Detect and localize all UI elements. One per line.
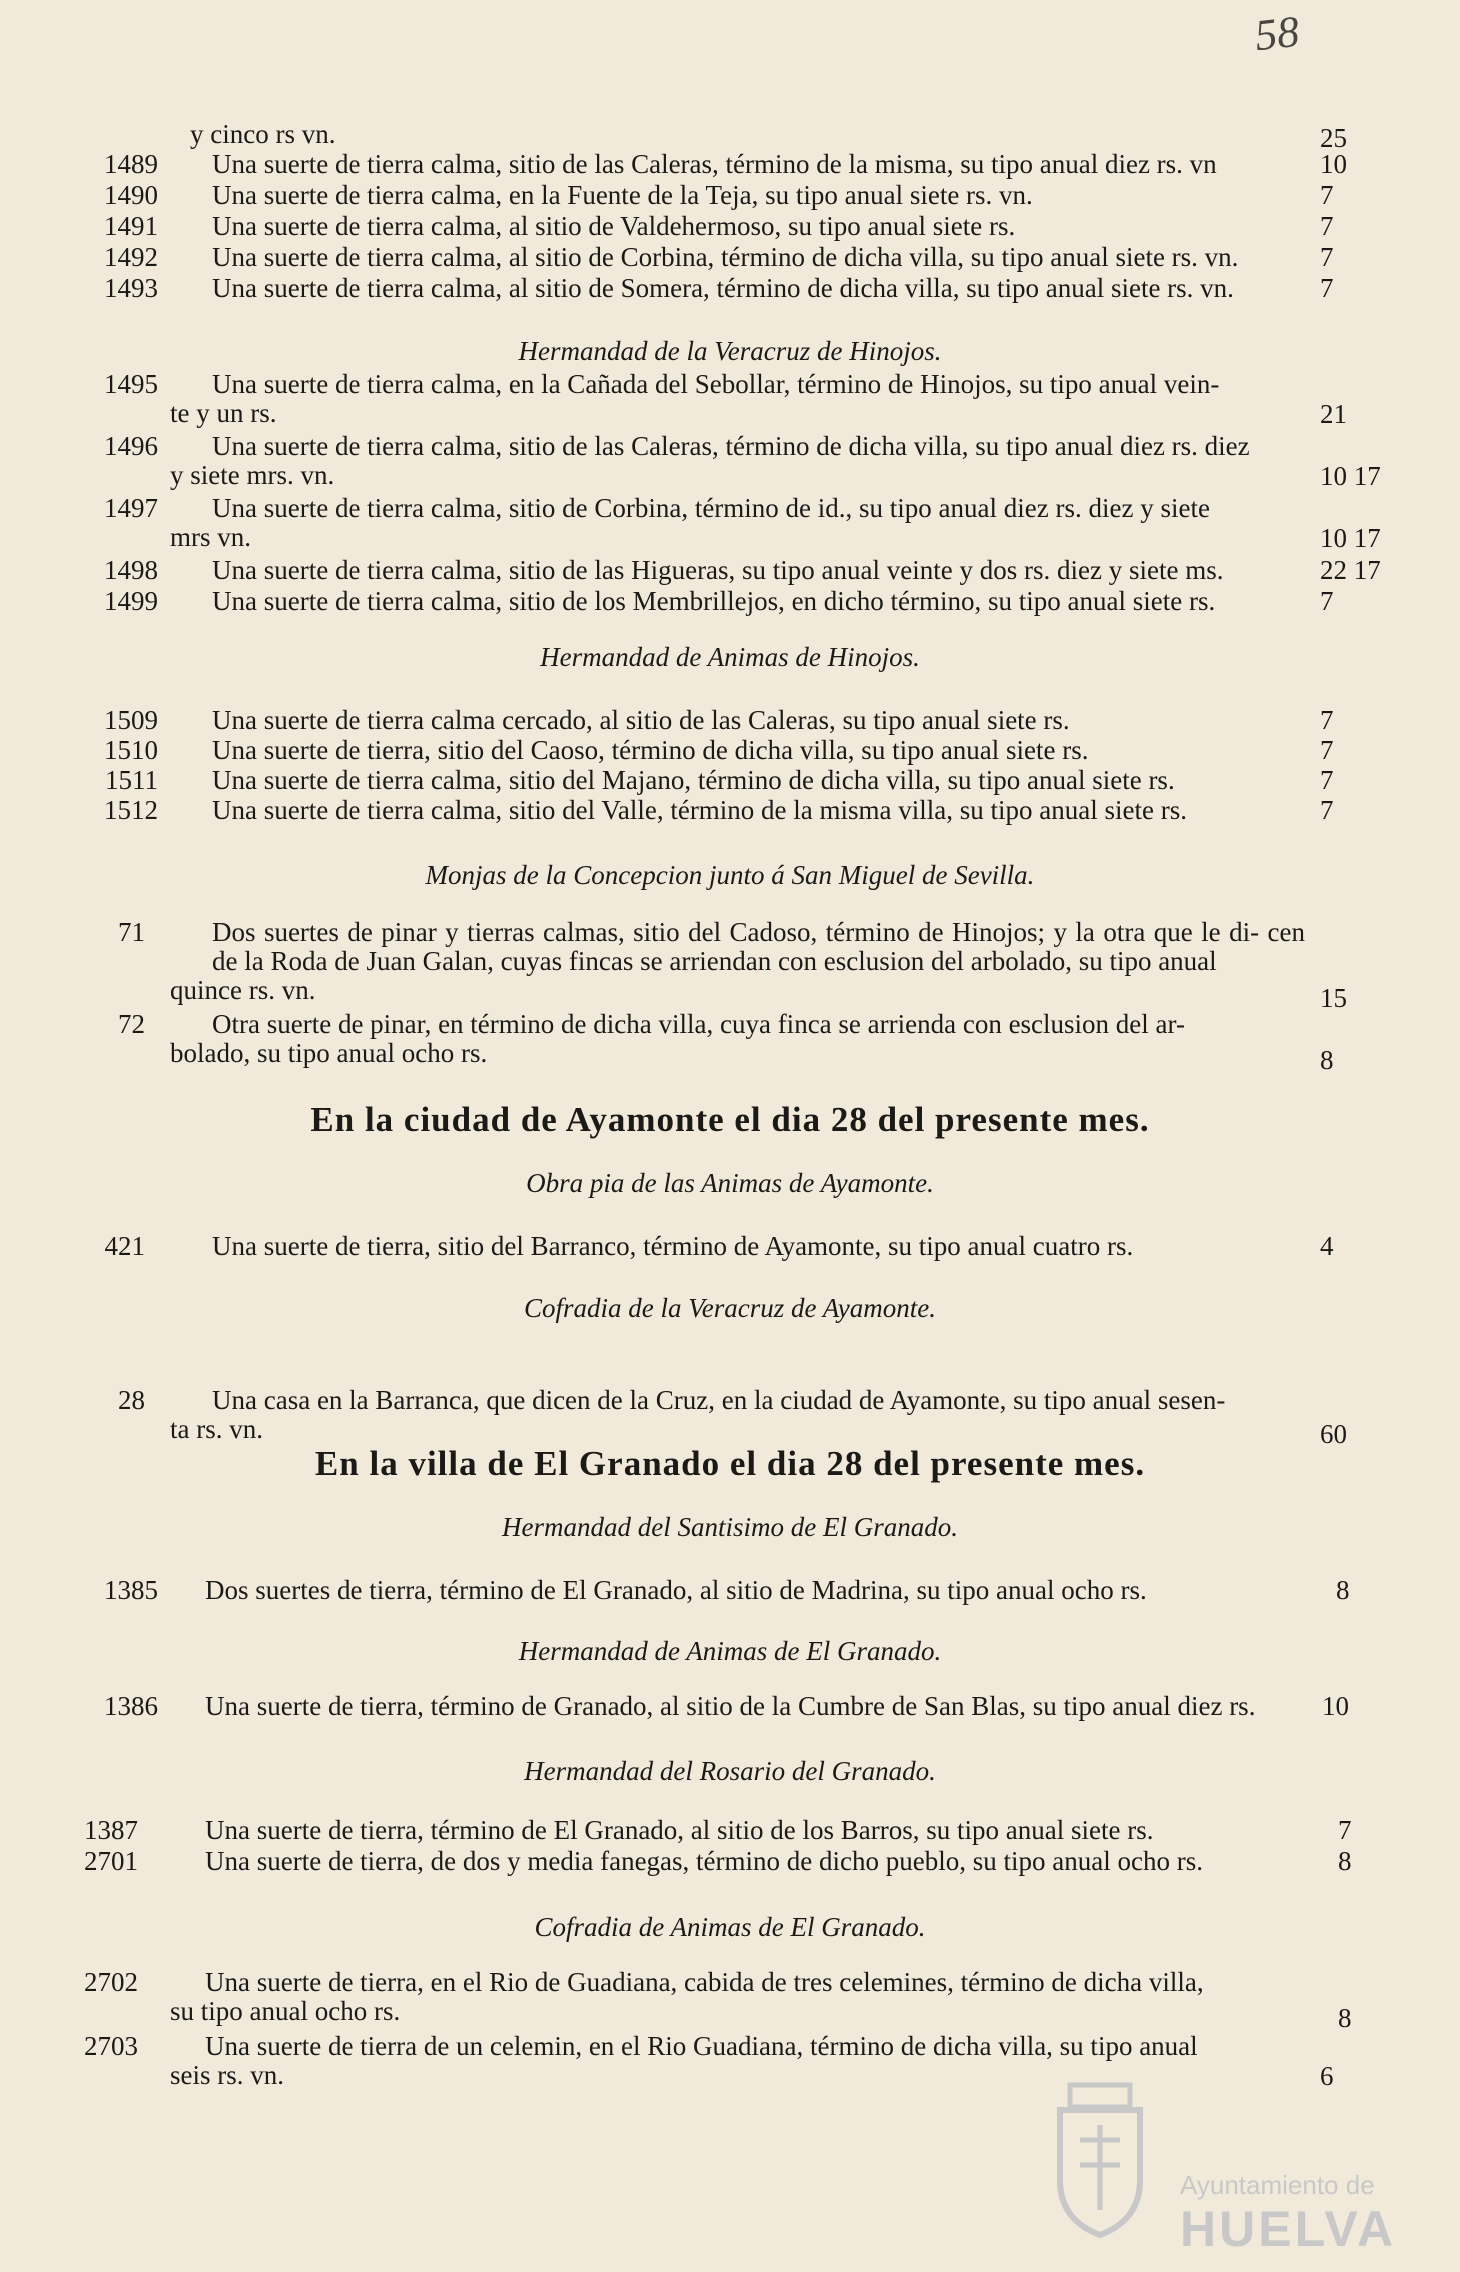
entry-text-continuation: y siete mrs. vn. [170, 460, 335, 490]
entry-text: Una suerte de tierra, término de El Granado, al sitio de los Barros, su tipo anual siete rs. [205, 1815, 1154, 1845]
entry-number: 1492 [104, 242, 158, 272]
entry-text [170, 1009, 1305, 1068]
section-heading: Monjas de la Concepcion junto á San Miguel de Sevilla. [425, 860, 1035, 890]
crest-icon [1045, 2070, 1155, 2240]
entry-value: 22 17 [1320, 555, 1381, 585]
entry-number: 1387 [84, 1815, 138, 1845]
entry-text: Una suerte de tierra calma cercado, al sitio de las Caleras, su tipo anual siete rs. [212, 705, 1070, 735]
entry-text [170, 431, 1305, 490]
entry-text: Una suerte de tierra, sitio del Barranco, término de Ayamonte, su tipo anual cuatro rs. [212, 1231, 1134, 1261]
entry-number: 1499 [104, 586, 158, 616]
section-heading: Hermandad de la Veracruz de Hinojos. [518, 336, 942, 366]
entry-text: Una suerte de tierra calma, al sitio de Valdehermoso, su tipo anual siete rs. [212, 211, 1016, 241]
entry-value: 7 [1320, 180, 1334, 210]
entry-number: 2701 [84, 1846, 138, 1876]
entry-text-continuation: su tipo anual ocho rs. [170, 1996, 401, 2026]
continuation-value: 25 [1320, 123, 1347, 153]
entry-text [170, 369, 1305, 428]
entry-number: 2703 [84, 2031, 138, 2061]
watermark-logo [1045, 2070, 1425, 2260]
entry-text-line: Una suerte de tierra calma, en la Cañada del Sebollar, término de Hinojos, su tipo anual vein- [212, 369, 1220, 399]
entry-text-continuation: mrs vn. [170, 522, 251, 552]
entry-text-line: Una suerte de tierra calma, sitio de las Caleras, término de dicha villa, su tipo anual diez rs. diez [212, 431, 1250, 461]
entry-number: 1490 [104, 180, 158, 210]
entry-number: 2702 [84, 1967, 138, 1997]
entry-number: 71 [118, 917, 145, 947]
entry-number: 1510 [104, 735, 158, 765]
entry-text: Una suerte de tierra calma, sitio de las Caleras, término de la misma, su tipo anual diez rs. vn [212, 149, 1217, 179]
entry-number: 1495 [104, 369, 158, 399]
entry-number: 1496 [104, 431, 158, 461]
entry-value: 7 [1320, 586, 1334, 616]
entry-number: 1385 [104, 1575, 158, 1605]
entry-value: 7 [1320, 211, 1334, 241]
entry-text-line: Otra suerte de pinar, en término de dicha villa, cuya finca se arrienda con esclusion del ar- [212, 1009, 1185, 1039]
entry-value: 10 17 [1320, 461, 1381, 491]
location-heading: En la villa de El Granado el dia 28 del presente mes. [314, 1444, 1146, 1483]
entry-text-continuation: bolado, su tipo anual ocho rs. [170, 1038, 488, 1068]
entry-value: 8 [1338, 1846, 1352, 1876]
entry-text [170, 493, 1305, 552]
entry-number: 1511 [105, 765, 158, 795]
entry-value: 7 [1320, 765, 1334, 795]
entry-text: Una suerte de tierra, término de Granado, al sitio de la Cumbre de San Blas, su tipo anual diez rs. [205, 1691, 1256, 1721]
entry-text-line: Una suerte de tierra calma, sitio de Corbina, término de id., su tipo anual diez rs. diez y siete [212, 493, 1210, 523]
entry-text-continuation: quince rs. vn. [170, 975, 316, 1005]
entry-value: 7 [1320, 735, 1334, 765]
entry-text [170, 1967, 1290, 2026]
entry-text: Una suerte de tierra calma, sitio del Majano, término de dicha villa, su tipo anual siete rs. [212, 765, 1175, 795]
entry-text: Una suerte de tierra, sitio del Caoso, término de dicha villa, su tipo anual siete rs. [212, 735, 1089, 765]
entry-value: 8 [1320, 1045, 1334, 1075]
entry-value: 7 [1320, 705, 1334, 735]
entry-text [170, 917, 1305, 1005]
section-heading: Hermandad de Animas de El Granado. [518, 1636, 942, 1666]
entry-value: 7 [1320, 795, 1334, 825]
entry-text-line: Dos suertes de pinar y tierras calmas, sitio del Cadoso, término de Hinojos; y la otra que le di- cen de la Roda de Juan Galan, cuyas fincas se arriendan con esclusion del arbolado, su tipo anual [212, 917, 1305, 976]
entry-number: 1498 [104, 555, 158, 585]
entry-number: 28 [118, 1385, 145, 1415]
entry-text [170, 1385, 1305, 1444]
entry-text: Una suerte de tierra calma, al sitio de Somera, término de dicha villa, su tipo anual siete rs. vn. [212, 273, 1234, 303]
page-number: 58 [1252, 6, 1302, 61]
entry-value: 10 17 [1320, 523, 1381, 553]
continuation-text: y cinco rs vn. [190, 119, 336, 149]
entry-value: 15 [1320, 983, 1347, 1013]
entry-number: 1386 [104, 1691, 158, 1721]
section-heading: Hermandad del Santisimo de El Granado. [502, 1512, 958, 1542]
entry-number: 421 [104, 1231, 145, 1261]
entry-value: 8 [1336, 1575, 1350, 1605]
entry-text: Una suerte de tierra calma, en la Fuente de la Teja, su tipo anual siete rs. vn. [212, 180, 1033, 210]
entry-value: 6 [1320, 2061, 1334, 2091]
watermark-line1: Ayuntamiento de [1180, 2170, 1375, 2200]
entry-number: 72 [118, 1009, 145, 1039]
entry-value: 21 [1320, 399, 1347, 429]
location-heading: En la ciudad de Ayamonte el dia 28 del presente mes. [310, 1100, 1150, 1139]
entry-value: 8 [1338, 2003, 1352, 2033]
entry-value: 7 [1320, 242, 1334, 272]
section-heading: Hermandad de Animas de Hinojos. [540, 642, 920, 672]
entry-text-continuation: seis rs. vn. [170, 2060, 284, 2090]
entry-number: 1512 [104, 795, 158, 825]
entry-number: 1489 [104, 149, 158, 179]
entry-value: 10 [1322, 1691, 1349, 1721]
section-heading: Cofradia de Animas de El Granado. [534, 1912, 926, 1942]
entry-number: 1509 [104, 705, 158, 735]
entry-text: Una suerte de tierra calma, sitio de los Membrillejos, en dicho término, su tipo anual siete rs. [212, 586, 1216, 616]
entry-number: 1493 [104, 273, 158, 303]
entry-value: 7 [1320, 273, 1334, 303]
entry-text: Dos suertes de tierra, término de El Granado, al sitio de Madrina, su tipo anual ocho rs. [205, 1575, 1147, 1605]
entry-text: Una suerte de tierra calma, sitio de las Higueras, su tipo anual veinte y dos rs. diez y siete ms. [212, 555, 1224, 585]
entry-value: 7 [1338, 1815, 1352, 1845]
section-heading: Obra pia de las Animas de Ayamonte. [526, 1168, 934, 1198]
entry-value: 10 [1320, 149, 1347, 179]
section-heading: Cofradia de la Veracruz de Ayamonte. [524, 1293, 936, 1323]
entry-number: 1491 [104, 211, 158, 241]
entry-text-line: Una casa en la Barranca, que dicen de la Cruz, en la ciudad de Ayamonte, su tipo anual sesen- [212, 1385, 1226, 1415]
entry-text-line: Una suerte de tierra, en el Rio de Guadiana, cabida de tres celemines, término de dicha villa, [205, 1967, 1204, 1997]
entry-text-continuation: te y un rs. [170, 398, 277, 428]
entry-text: Una suerte de tierra calma, sitio del Valle, término de la misma villa, su tipo anual siete rs. [212, 795, 1187, 825]
entry-value: 4 [1320, 1231, 1334, 1261]
section-heading: Hermandad del Rosario del Granado. [524, 1756, 936, 1786]
entry-text: Una suerte de tierra calma, al sitio de Corbina, término de dicha villa, su tipo anual siete rs. vn. [212, 242, 1239, 272]
watermark-line2: HUELVA [1180, 2201, 1397, 2257]
entry-number: 1497 [104, 493, 158, 523]
entry-text-line: Una suerte de tierra de un celemin, en el Rio Guadiana, término de dicha villa, su tipo anual [205, 2031, 1198, 2061]
entry-text: Una suerte de tierra, de dos y media fanegas, término de dicho pueblo, su tipo anual ocho rs. [205, 1846, 1203, 1876]
entry-text-continuation: ta rs. vn. [170, 1414, 263, 1444]
entry-value: 60 [1320, 1419, 1347, 1449]
